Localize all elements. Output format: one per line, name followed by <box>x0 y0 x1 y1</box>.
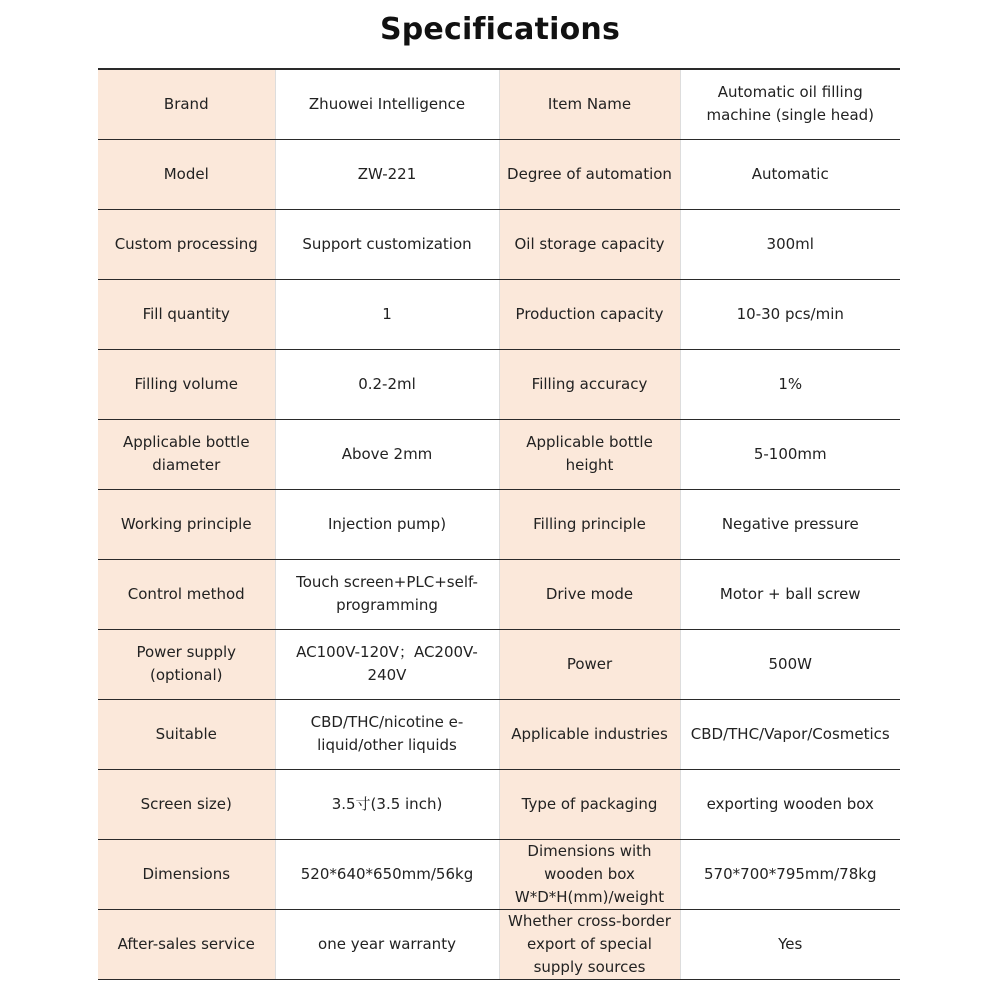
spec-value: ZW-221 <box>275 139 499 209</box>
spec-value: Touch screen+PLC+self-programming <box>275 559 499 629</box>
spec-value: exporting wooden box <box>680 769 900 839</box>
spec-value: 0.2-2ml <box>275 349 499 419</box>
page-title: Specifications <box>379 12 621 47</box>
table-row <box>98 69 900 139</box>
spec-label: Item Name <box>499 69 680 139</box>
spec-label: Production capacity <box>499 279 680 349</box>
spec-label: Filling volume <box>98 349 275 419</box>
spec-label: Filling accuracy <box>499 349 680 419</box>
spec-value: Support customization <box>275 209 499 279</box>
spec-label: Applicable bottle diameter <box>98 419 275 489</box>
spec-value: 1% <box>680 349 900 419</box>
spec-value: CBD/THC/nicotine e-liquid/other liquids <box>275 699 499 769</box>
spec-label: Power supply (optional) <box>98 629 275 699</box>
spec-value: 5-100mm <box>680 419 900 489</box>
spec-value: 10-30 pcs/min <box>680 279 900 349</box>
spec-label: Filling principle <box>499 489 680 559</box>
spec-label: Whether cross-border export of special supply sources <box>499 909 680 979</box>
spec-label: Suitable <box>98 699 275 769</box>
table-row <box>98 629 900 699</box>
spec-label: Brand <box>98 69 275 139</box>
spec-value: Above 2mm <box>275 419 499 489</box>
spec-label: After-sales service <box>98 909 275 979</box>
table-row <box>98 139 900 209</box>
table-row <box>98 349 900 419</box>
spec-label: Working principle <box>98 489 275 559</box>
spec-label: Custom processing <box>98 209 275 279</box>
spec-value: Injection pump) <box>275 489 499 559</box>
spec-value: Automatic oil filling machine (single head) <box>680 69 900 139</box>
spec-label: Applicable industries <box>499 699 680 769</box>
spec-value: Negative pressure <box>680 489 900 559</box>
spec-value: 570*700*795mm/78kg <box>680 839 900 909</box>
spec-value: 3.5寸(3.5 inch) <box>275 769 499 839</box>
spec-value: Automatic <box>680 139 900 209</box>
spec-value: Yes <box>680 909 900 979</box>
spec-value: 500W <box>680 629 900 699</box>
spec-value: one year warranty <box>275 909 499 979</box>
table-row <box>98 699 900 769</box>
table-row <box>98 769 900 839</box>
specifications-table <box>98 68 900 980</box>
spec-label: Applicable bottle height <box>499 419 680 489</box>
spec-value: Motor + ball screw <box>680 559 900 629</box>
spec-value: 520*640*650mm/56kg <box>275 839 499 909</box>
spec-label: Dimensions <box>98 839 275 909</box>
spec-label: Dimensions with wooden box W*D*H(mm)/weight <box>499 839 680 909</box>
table-row <box>98 909 900 979</box>
spec-label: Degree of automation <box>499 139 680 209</box>
spec-label: Screen size) <box>98 769 275 839</box>
table-row <box>98 279 900 349</box>
spec-value: 300ml <box>680 209 900 279</box>
spec-value: CBD/THC/Vapor/Cosmetics <box>680 699 900 769</box>
spec-label: Power <box>499 629 680 699</box>
spec-label: Fill quantity <box>98 279 275 349</box>
spec-value: 1 <box>275 279 499 349</box>
table-row <box>98 839 900 909</box>
spec-value: Zhuowei Intelligence <box>275 69 499 139</box>
spec-label: Oil storage capacity <box>499 209 680 279</box>
spec-label: Model <box>98 139 275 209</box>
table-row <box>98 489 900 559</box>
spec-value: AC100V-120V；AC200V-240V <box>275 629 499 699</box>
spec-label: Type of packaging <box>499 769 680 839</box>
spec-label: Control method <box>98 559 275 629</box>
table-row <box>98 209 900 279</box>
table-row <box>98 559 900 629</box>
spec-label: Drive mode <box>499 559 680 629</box>
table-row <box>98 419 900 489</box>
